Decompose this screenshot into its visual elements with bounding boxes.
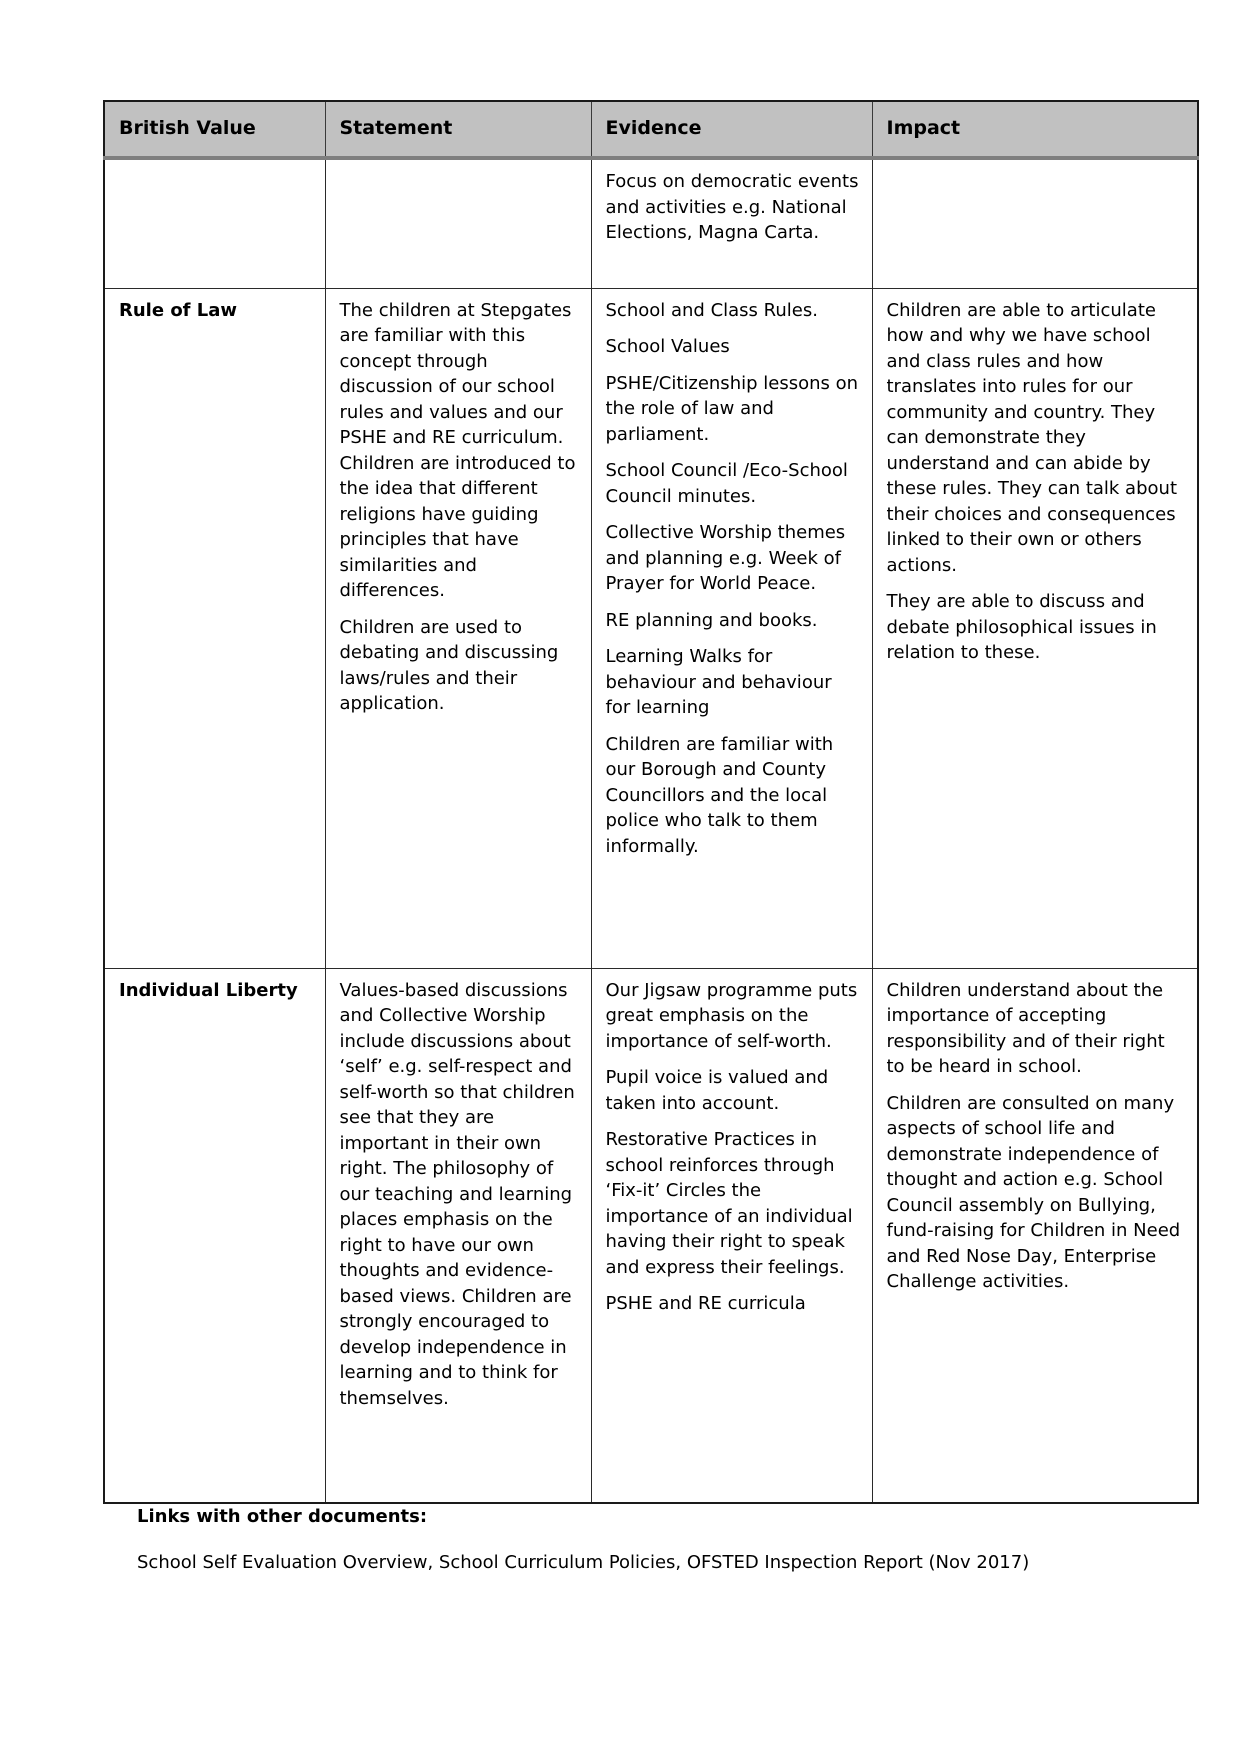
paragraph: Our Jigsaw programme puts great emphasis on the importance of self-worth. bbox=[605, 979, 858, 1052]
links-heading: Links with other documents: bbox=[137, 1506, 428, 1527]
header-cell-evidence: Evidence bbox=[591, 101, 872, 158]
paragraph: Children are consulted on many aspects of school life and demonstrate independence of thought and action e.g. School Council assembly on Bullying, fund-raising for Children in Need and Red Nose Day, Enterprise Challenge activities. bbox=[886, 1092, 1181, 1292]
statement-cell-empty bbox=[325, 158, 591, 288]
statement-cell bbox=[325, 968, 591, 1503]
paragraph: Collective Worship themes and planning e.g. Week of Prayer for World Peace. bbox=[605, 522, 846, 594]
paragraph: Children are used to debating and discussing laws/rules and their application. bbox=[339, 616, 559, 714]
header-cell-british-value: British Value bbox=[104, 101, 325, 158]
paragraph: Children understand about the importance of accepting responsibility and of their right to be heard in school. bbox=[886, 979, 1165, 1077]
header-cell-impact: Impact bbox=[872, 101, 1198, 158]
table-row-rule-of-law bbox=[104, 288, 1198, 968]
paragraph: PSHE/Citizenship lessons on the role of law and parliament. bbox=[605, 372, 859, 445]
paragraph: PSHE and RE curricula bbox=[605, 1293, 806, 1314]
statement-cell bbox=[325, 288, 591, 968]
value-cell-rule-of-law: Rule of Law bbox=[104, 288, 325, 968]
paragraph: Learning Walks for behaviour and behaviour for learning bbox=[605, 646, 832, 718]
paragraph: They are able to discuss and debate philosophical issues in relation to these. bbox=[886, 591, 1157, 663]
paragraph: Values-based discussions and Collective Worship include discussions about ‘self’ e.g. self-respect and self-worth so that children see that they are important in their own right. The philosophy of our teaching and learning places emphasis on the right to have our own thoughts and evidence-based views. Children are strongly encouraged to develop independence in learning and to think for themselves. bbox=[339, 979, 575, 1409]
table-row-individual-liberty bbox=[104, 968, 1198, 1503]
table-header-row bbox=[104, 101, 1198, 158]
paragraph: The children at Stepgates are familiar with this concept through discussion of our school rules and values and our PSHE and RE curriculum. Children are introduced to the idea that different religions have guiding principles that have similarities and differences. bbox=[339, 299, 576, 601]
evidence-cell bbox=[591, 288, 872, 968]
paragraph: School and Class Rules. bbox=[605, 299, 818, 321]
evidence-cell bbox=[591, 158, 872, 288]
paragraph: Children are familiar with our Borough and County Councillors and the local police who talk to them informally. bbox=[605, 733, 834, 857]
header-cell-statement: Statement bbox=[325, 101, 591, 158]
paragraph: School Council /Eco-School Council minutes. bbox=[605, 460, 848, 507]
table-row-democracy-continuation bbox=[104, 158, 1198, 288]
links-body: School Self Evaluation Overview, School Curriculum Policies, OFSTED Inspection Report (Nov 2017) bbox=[137, 1552, 1030, 1573]
value-cell-individual-liberty: Individual Liberty bbox=[104, 968, 325, 1503]
impact-cell bbox=[872, 288, 1198, 968]
value-cell-empty bbox=[104, 158, 325, 288]
impact-cell-empty bbox=[872, 158, 1198, 288]
paragraph: School Values bbox=[605, 336, 730, 357]
paragraph: RE planning and books. bbox=[605, 609, 818, 631]
paragraph: Restorative Practices in school reinforces through ‘Fix-it’ Circles the importance of an individual having their right to speak and express their feelings. bbox=[605, 1129, 853, 1278]
paragraph: Children are able to articulate how and why we have school and class rules and how translates into rules for our community and country. They can demonstrate they understand and can abide by these rules. They can talk about their choices and consequences linked to their own or others actions. bbox=[886, 299, 1177, 576]
impact-cell bbox=[872, 968, 1198, 1503]
british-values-table bbox=[103, 100, 1199, 1504]
evidence-cell bbox=[591, 968, 872, 1503]
paragraph: Pupil voice is valued and taken into account. bbox=[605, 1067, 829, 1114]
paragraph: Focus on democratic events and activities e.g. National Elections, Magna Carta. bbox=[605, 171, 859, 243]
